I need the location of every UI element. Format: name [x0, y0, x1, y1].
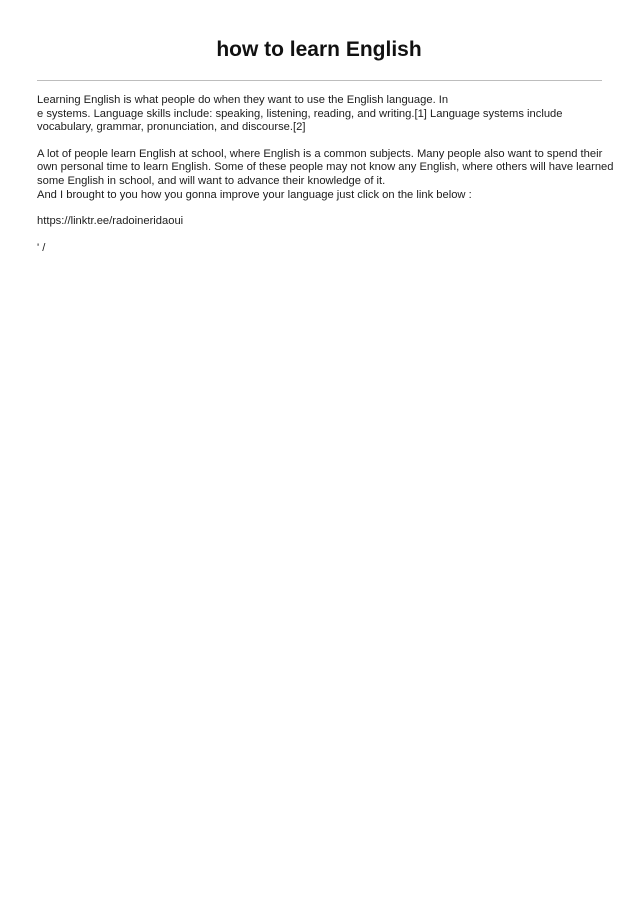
document-body — [37, 94, 614, 268]
paragraph-line: own personal time to learn English. Some of these people may not know any English, where others will have learned — [37, 161, 614, 174]
paragraph-line: And I brought to you how you gonna improve your language just click on the link below : — [37, 188, 472, 201]
trailing-text: ' / — [37, 241, 46, 254]
paragraph-intro — [37, 94, 602, 135]
paragraph-link — [37, 215, 602, 229]
paragraph-line: vocabulary, grammar, pronunciation, and discourse.[2] — [37, 121, 306, 134]
paragraph-school — [37, 147, 614, 202]
link-text[interactable]: https://linktr.ee/radoineridaoui — [37, 215, 184, 228]
paragraph-line: Learning English is what people do when they want to use the English language. In — [37, 94, 449, 106]
paragraph-line: some English in school, and will want to advance their knowledge of it. — [37, 174, 386, 187]
paragraph-line: e systems. Language skills include: speaking, listening, reading, and writing.[1] Language systems include — [37, 107, 563, 120]
paragraph-trailing — [37, 242, 602, 256]
document-title: how to learn English — [216, 38, 422, 61]
title-divider — [37, 80, 602, 81]
paragraph-line: A lot of people learn English at school, where English is a common subjects. Many people also want to spend their — [37, 147, 603, 160]
